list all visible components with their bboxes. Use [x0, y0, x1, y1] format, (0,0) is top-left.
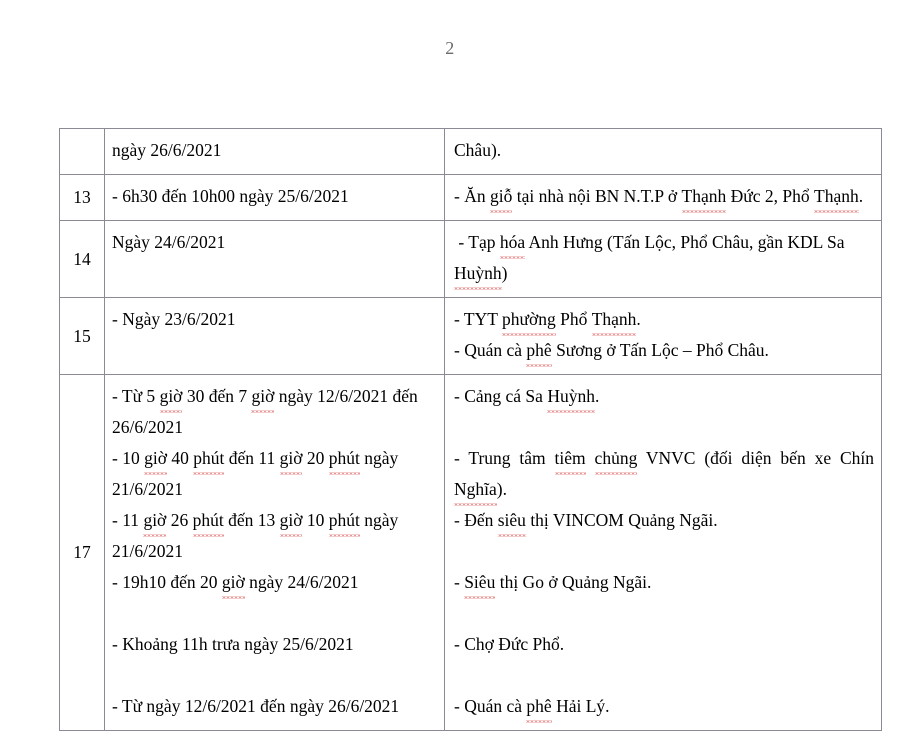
row-place-cell — [445, 129, 882, 175]
spellcheck-underline: Nghĩa — [454, 474, 497, 505]
spellcheck-underline: Siêu — [464, 567, 495, 598]
row-place-cell — [445, 221, 882, 298]
spellcheck-underline: giờ — [143, 505, 166, 536]
place-line: - Siêu thị Go ở Quảng Ngãi. — [454, 567, 874, 598]
spellcheck-underline: Thạnh — [592, 304, 637, 335]
row-time-cell — [105, 375, 445, 731]
place-line: - Quán cà phê Hải Lý. — [454, 691, 874, 722]
time-line: - 11 giờ 26 phút đến 13 giờ 10 phút ngày 21/6/2021 — [112, 505, 437, 567]
page-number: 2 — [445, 38, 455, 58]
spellcheck-underline: giỗ — [490, 181, 512, 212]
spellcheck-underline: Huỳnh — [454, 258, 502, 289]
row-time-cell — [105, 221, 445, 298]
spellcheck-underline: giờ — [222, 567, 245, 598]
place-line: - Quán cà phê Sương ở Tấn Lộc – Phổ Châu. — [454, 335, 874, 366]
place-line: - Đến siêu thị VINCOM Quảng Ngãi. — [454, 505, 874, 536]
spellcheck-underline: siêu — [498, 505, 526, 536]
time-line: - 19h10 đến 20 giờ ngày 24/6/2021 — [112, 567, 437, 598]
row-time-cell — [105, 129, 445, 175]
spellcheck-underline: Thạnh — [682, 181, 727, 212]
place-line: - Cảng cá Sa Huỳnh. — [454, 381, 874, 412]
spellcheck-underline: phút — [193, 505, 224, 536]
row-number-cell: 14 — [60, 221, 105, 298]
spacer — [454, 536, 874, 567]
row-place-cell — [445, 298, 882, 375]
spellcheck-underline: giờ — [144, 443, 167, 474]
spellcheck-underline: phút — [329, 443, 360, 474]
row-place-cell — [445, 175, 882, 221]
place-line: - Tạp hóa Anh Hưng (Tấn Lộc, Phổ Châu, gần KDL Sa Huỳnh) — [454, 227, 874, 289]
table-row — [60, 175, 882, 221]
row-time-cell — [105, 175, 445, 221]
spellcheck-underline: phút — [329, 505, 360, 536]
table-row — [60, 129, 882, 175]
spacer — [454, 412, 874, 443]
contact-tracing-table — [59, 128, 882, 731]
place-line: Châu). — [454, 140, 502, 160]
spellcheck-underline: giờ — [280, 505, 303, 536]
spellcheck-underline: hóa — [500, 227, 525, 258]
spellcheck-underline: phút — [193, 443, 224, 474]
place-line: - Trung tâm tiêm chủng VNVC (đối diện bến xe Chín Nghĩa). — [454, 443, 874, 505]
time-line: - Từ 5 giờ 30 đến 7 giờ ngày 12/6/2021 đến 26/6/2021 — [112, 381, 437, 443]
spacer — [112, 660, 437, 691]
spellcheck-underline: giờ — [160, 381, 183, 412]
place-line: - Ăn giỗ tại nhà nội BN N.T.P ở Thạnh Đức 2, Phổ Thạnh. — [454, 181, 874, 212]
table-row — [60, 375, 882, 731]
place-line: - Chợ Đức Phổ. — [454, 634, 565, 654]
spellcheck-underline: giờ — [251, 381, 274, 412]
row-time-cell — [105, 298, 445, 375]
spellcheck-underline: phê — [526, 691, 551, 722]
spellcheck-underline: phường — [502, 304, 556, 335]
time-line: - Từ ngày 12/6/2021 đến ngày 26/6/2021 — [112, 696, 400, 716]
spacer — [454, 660, 874, 691]
table-row — [60, 298, 882, 375]
place-line: - TYT phường Phổ Thạnh. — [454, 304, 874, 335]
row-number-cell: 17 — [60, 375, 105, 731]
spellcheck-underline: Huỳnh — [547, 381, 595, 412]
time-line: - Khoảng 11h trưa ngày 25/6/2021 — [112, 634, 354, 654]
time-line: ngày 26/6/2021 — [112, 140, 222, 160]
spacer — [454, 598, 874, 629]
row-number-cell: 13 — [60, 175, 105, 221]
spellcheck-underline: Thạnh — [814, 181, 859, 212]
spellcheck-underline: giờ — [280, 443, 303, 474]
table-row — [60, 221, 882, 298]
time-line: Ngày 24/6/2021 — [112, 232, 226, 252]
spellcheck-underline: tiêm — [555, 443, 586, 474]
spellcheck-underline: chủng — [595, 443, 638, 474]
row-number-cell: 15 — [60, 298, 105, 375]
row-number-cell — [60, 129, 105, 175]
time-line: - Ngày 23/6/2021 — [112, 309, 236, 329]
row-place-cell — [445, 375, 882, 731]
time-line: - 10 giờ 40 phút đến 11 giờ 20 phút ngày 21/6/2021 — [112, 443, 437, 505]
spellcheck-underline: phê — [526, 335, 551, 366]
spacer — [112, 598, 437, 629]
time-line: - 6h30 đến 10h00 ngày 25/6/2021 — [112, 186, 349, 206]
